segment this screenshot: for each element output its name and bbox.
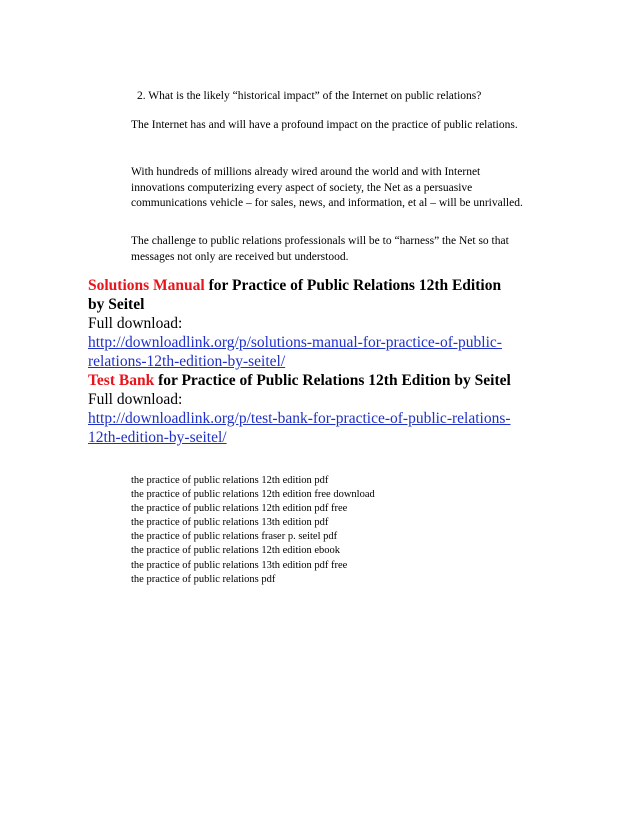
solutions-title-line [88,276,558,295]
keyword-item: the practice of public relations 12th edition pdf free [131,503,348,515]
answer-paragraph-1: The Internet has and will have a profound impact on the practice of public relations. [131,119,518,131]
testbank-link-line-2: 12th-edition-by-seitel/ [88,429,227,446]
download-promo [88,276,558,447]
keyword-item: the practice of public relations 12th edition free download [131,489,375,501]
testbank-download-link[interactable] [88,409,558,447]
testbank-download-label: Full download: [88,391,183,408]
solutions-manual-label: Solutions Manual [88,277,205,294]
test-bank-label: Test Bank [88,372,155,389]
keyword-item: the practice of public relations 13th edition pdf free [131,559,348,571]
testbank-link-line-1: http://downloadlink.org/p/test-bank-for-practice-of-public-relations- [88,410,511,427]
question-heading: 2. What is the likely “historical impact” of the Internet on public relations? [137,90,482,102]
solutions-title-line-2: by Seitel [88,296,145,313]
keyword-item: the practice of public relations 13th edition pdf [131,517,329,529]
solutions-download-label: Full download: [88,315,183,332]
solutions-link-line-1: http://downloadlink.org/p/solutions-manual-for-practice-of-public- [88,334,502,351]
solutions-download-link[interactable] [88,333,558,371]
testbank-title-line [88,371,558,390]
answer-paragraph-2: With hundreds of millions already wired around the world and with Internet innovations computerizing every aspect of society, the Net as a persuasive communications vehicle – for sales, news, and information, et al – will be unrivalled. [131,166,523,209]
answer-paragraph-3: The challenge to public relations professionals will be to “harness” the Net so that messages not only are received but understood. [131,235,509,263]
keyword-item: the practice of public relations fraser p. seitel pdf [131,531,338,543]
keyword-item: the practice of public relations 12th edition ebook [131,545,341,557]
keyword-item: the practice of public relations pdf [131,573,276,585]
keyword-item: the practice of public relations 12th edition pdf [131,475,329,486]
keyword-list [131,474,531,587]
solutions-link-line-2: relations-12th-edition-by-seitel/ [88,353,286,370]
solutions-title-text: for Practice of Public Relations 12th Edition [204,277,502,294]
testbank-title-text: for Practice of Public Relations 12th Edition by Seitel [154,372,511,389]
